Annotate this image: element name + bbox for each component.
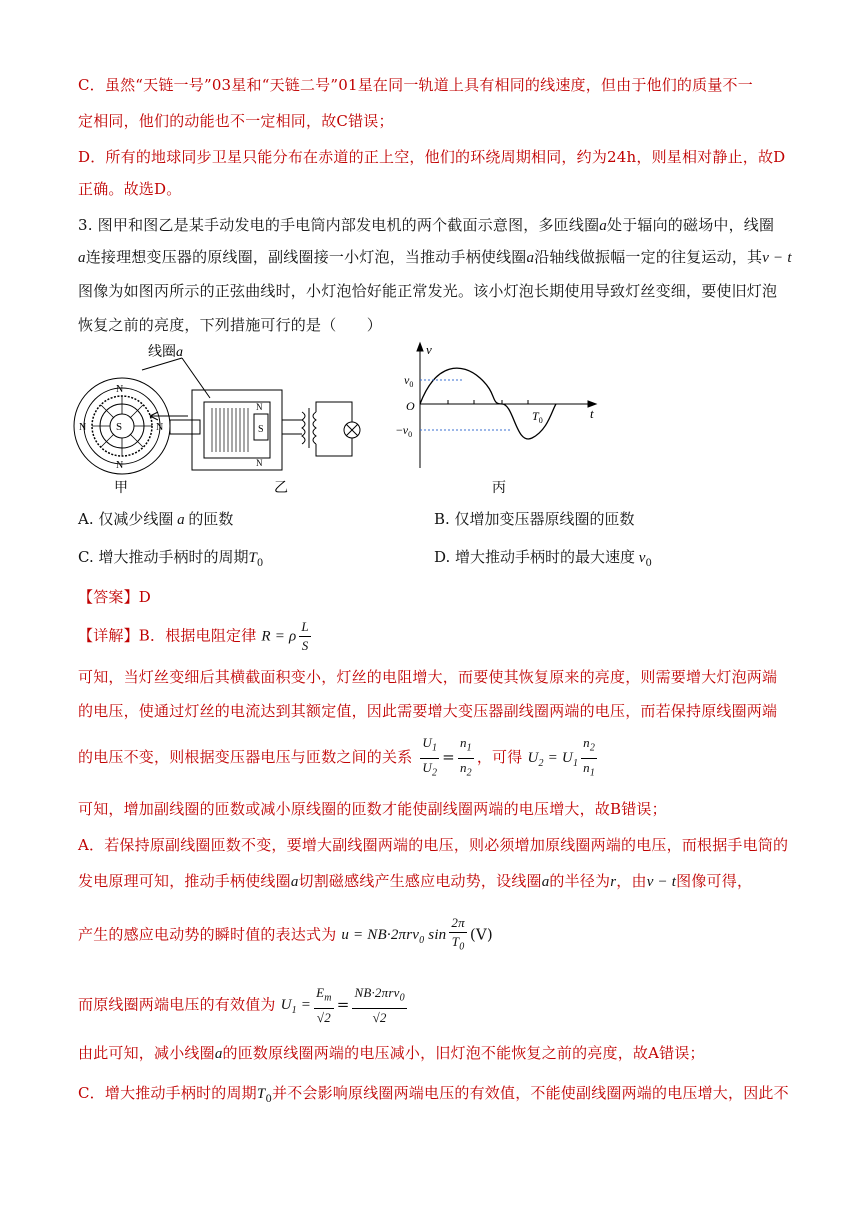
option-d[interactable]: D. 增大推动手柄时的最大速度 $v_0$ <box>434 548 652 569</box>
text-line: D．所有的地球同步卫星只能分布在赤道的正上空，他们的环绕周期相同，约为24h，则星相对静止，故D <box>78 148 786 166</box>
detail-line: A．若保持原副线圈匝数不变，要增大副线圈两端的电压，则必须增加原线圈两端的电压，而根据手电筒的 <box>78 836 789 854</box>
pole-n: N <box>116 384 124 395</box>
option-c[interactable]: C. 增大推动手柄时的周期$T_0$ <box>78 548 264 569</box>
option-b[interactable]: B. 仅增加变压器原线圈的匝数 <box>434 510 635 528</box>
pole-s: S <box>258 424 264 435</box>
answer: 【答案】D <box>78 588 152 606</box>
question-line: 恢复之前的亮度，下列措施可行的是（ ） <box>78 316 383 334</box>
axis-v: v <box>426 342 432 357</box>
origin-label: O <box>406 399 415 413</box>
question-line: 图像为如图丙所示的正弦曲线时，小灯泡恰好能正常发光。该小灯泡长期使用导致灯丝变细，要使旧灯泡 <box>78 282 778 300</box>
option-a[interactable]: A. 仅减少线圈 a 的匝数 <box>78 510 234 528</box>
detail-line: 【详解】B．根据电阻定律 R = ρ $\frac{L}{S}$ <box>78 619 309 653</box>
pole-n: N <box>156 422 164 433</box>
figure-bing <box>417 343 596 468</box>
pole-s: S <box>116 421 123 433</box>
pole-n: N <box>256 458 263 468</box>
caption-yi: 乙 <box>274 481 288 496</box>
detail-line: 可知，增加副线圈的匝数或减小原线圈的匝数才能使副线圈两端的电压增大，故B错误； <box>78 800 667 818</box>
detail-line: 的电压不变，则根据变压器电压与匝数之间的关系 $\frac{U_1}{U_2}$ = $\frac{n_1}{n_2}$ ，可得 $U_2 = U_1$ $\frac{n_2}{n_1}$ <box>78 735 596 779</box>
v0-label: $v_0$ <box>404 373 414 389</box>
detail-line: 可知，当灯丝变细后其横截面积变小，灯丝的电阻增大，而要使其恢复原来的亮度，则需要增大灯泡两端 <box>78 668 778 686</box>
neg-v0-label: $-v_0$ <box>396 423 413 439</box>
pole-n: N <box>256 402 263 412</box>
detail-line: 的电压，使通过灯丝的电流达到其额定值，因此需要增大变压器副线圈两端的电压，而若保持原线圈两端 <box>78 702 778 720</box>
t0-label: $T_0$ <box>532 409 543 425</box>
figure-generator <box>70 340 630 500</box>
detail-line: 产生的感应电动势的瞬时值的表达式为 u = NB·2πrv$_0$ sin $\frac{2\pi}{T_0}$ (V) <box>78 915 493 953</box>
question-line: a连接理想变压器的原线圈，副线圈接一小灯泡，当推动手柄使线圈a沿轴线做振幅一定的往复运动，其v − t <box>78 248 792 266</box>
text-line: 定相同，他们的动能也不一定相同，故C错误； <box>78 112 394 130</box>
detail-line: 而原线圈两端电压的有效值为 $U_1$ = $\frac{E_m}{√2}$ = $\frac{NB\cdot 2\pi rv_0}{√2}$ <box>78 985 405 1025</box>
pole-n: N <box>79 422 87 433</box>
caption-jia: 甲 <box>114 481 128 496</box>
text-line: 正确。故选D。 <box>78 180 182 198</box>
pole-n: N <box>116 460 124 471</box>
detail-line: 发电原理可知，推动手柄使线圈a切割磁感线产生感应电动势，设线圈a的半径为r，由v − t图像可得， <box>78 872 753 890</box>
axis-t: t <box>590 406 594 421</box>
detail-line: C．增大推动手柄时的周期$T_0$并不会影响原线圈两端电压的有效值，不能使副线圈两端的电压增大，因此不 <box>78 1084 789 1105</box>
figure-yi <box>150 358 360 470</box>
caption-bing: 丙 <box>492 481 506 496</box>
question-line: 3. 图甲和图乙是某手动发电的手电筒内部发电机的两个截面示意图，多匝线圈a处于辐向的磁场中，线圈 <box>78 216 775 234</box>
detail-line: 由此可知，减小线圈a的匝数原线圈两端的电压减小，旧灯泡不能恢复之前的亮度，故A错误； <box>78 1044 705 1062</box>
text-line: C．虽然“天链一号”03星和“天链二号”01星在同一轨道上具有相同的线速度，但由于他们的质量不一 <box>78 76 753 94</box>
coil-label: 线圈a <box>148 345 183 360</box>
